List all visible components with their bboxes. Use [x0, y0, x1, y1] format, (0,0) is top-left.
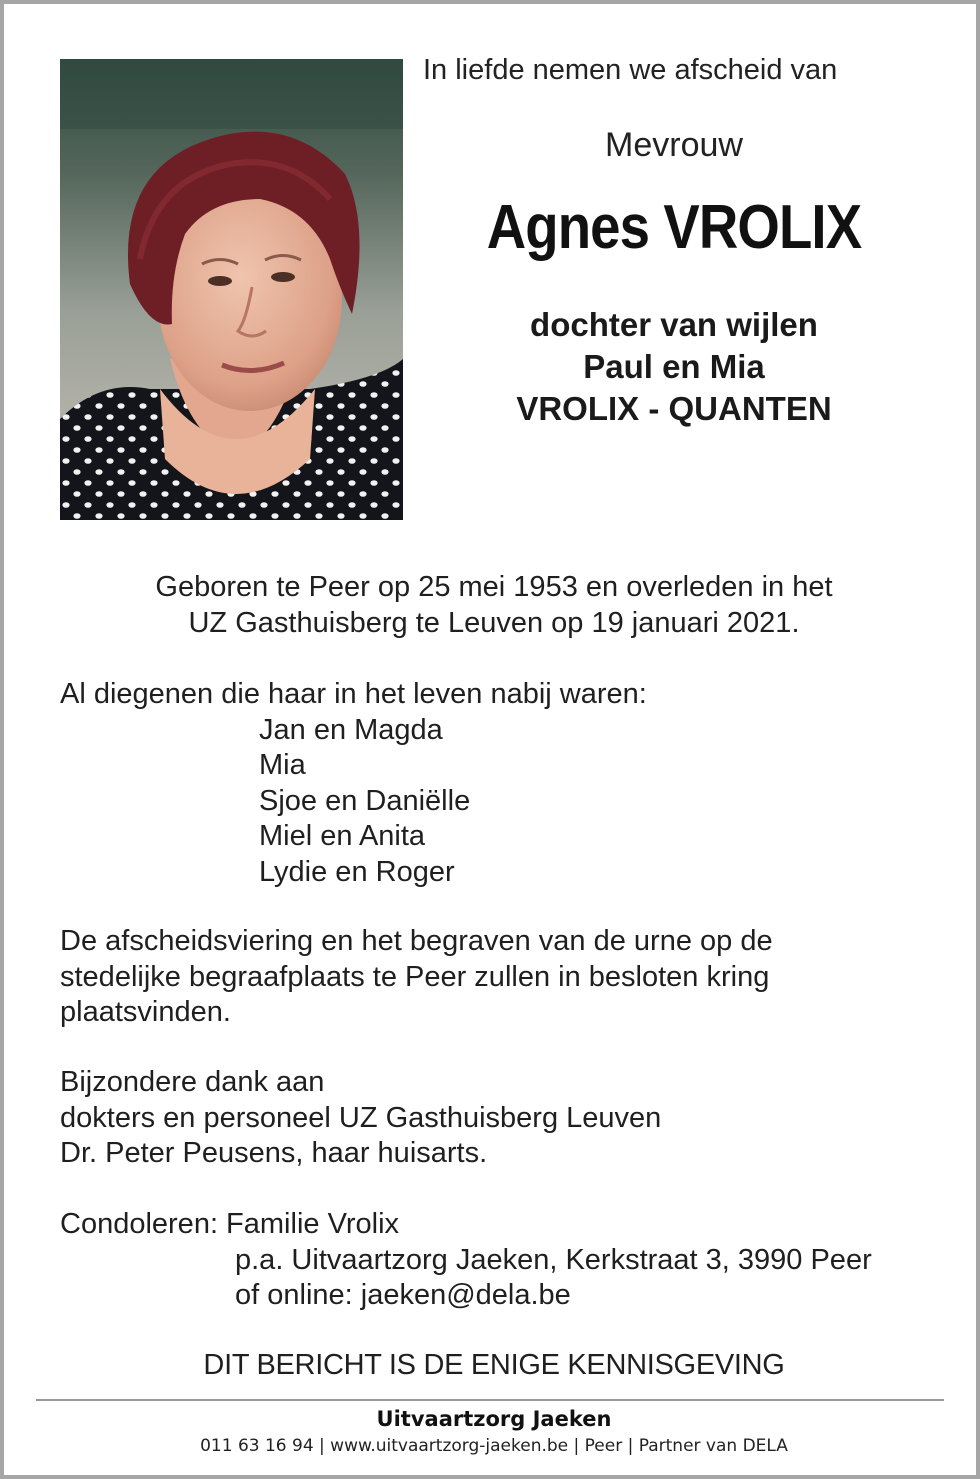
birth-line: Geboren te Peer op 25 mei 1953 en overleden in het	[155, 571, 833, 603]
thanks-section	[60, 1065, 661, 1172]
ceremony-line: stedelijke begraafplaats te Peer zullen in besloten kring	[60, 960, 770, 993]
deceased-name: Agnes VROLIX	[486, 193, 862, 262]
relatives-section	[60, 677, 647, 890]
parents-line: VROLIX - QUANTEN	[516, 390, 832, 427]
intro-text: In liefde nemen we afscheid van	[423, 54, 838, 86]
condolence-online: of online: jaeken@dela.be	[235, 1279, 571, 1311]
notice-text: DIT BERICHT IS DE ENIGE KENNISGEVING	[203, 1349, 785, 1381]
ceremony-line: De afscheidsviering en het begraven van de urne op de	[60, 925, 773, 957]
ceremony-section	[60, 924, 920, 1031]
thanks-line: Bijzondere dank aan	[60, 1066, 325, 1098]
footer-divider	[36, 1399, 944, 1401]
footer-contact: 011 63 16 94 | www.uitvaartzorg-jaeken.be | Peer | Partner van DELA	[200, 1436, 788, 1456]
relative-item: Mia	[259, 749, 306, 781]
parents-block	[424, 304, 924, 430]
thanks-line: dokters en personeel UZ Gasthuisberg Leuven	[60, 1101, 662, 1134]
death-line: UZ Gasthuisberg te Leuven op 19 januari 2021.	[188, 607, 800, 639]
condolence-address: p.a. Uitvaartzorg Jaeken, Kerkstraat 3, 3990 Peer	[235, 1243, 872, 1276]
relative-item: Miel en Anita	[259, 820, 426, 852]
ceremony-line: plaatsvinden.	[60, 996, 231, 1028]
relative-item: Jan en Magda	[259, 713, 443, 746]
portrait-photo	[60, 59, 403, 520]
thanks-line: Dr. Peter Peusens, haar huisarts.	[60, 1137, 488, 1169]
relative-item: Sjoe en Daniëlle	[259, 784, 471, 817]
parents-line: dochter van wijlen	[530, 306, 818, 343]
relatives-intro: Al diegenen die haar in het leven nabij waren:	[60, 678, 647, 710]
parents-line: Paul en Mia	[583, 348, 765, 385]
relative-item: Lydie en Roger	[259, 855, 455, 888]
condolence-line: Condoleren: Familie Vrolix	[60, 1208, 400, 1240]
honorific: Mevrouw	[605, 126, 743, 164]
footer-company: Uitvaartzorg Jaeken	[376, 1407, 612, 1431]
birth-death-block	[4, 569, 980, 641]
condolence-section	[60, 1207, 872, 1314]
relatives-list	[259, 713, 647, 891]
